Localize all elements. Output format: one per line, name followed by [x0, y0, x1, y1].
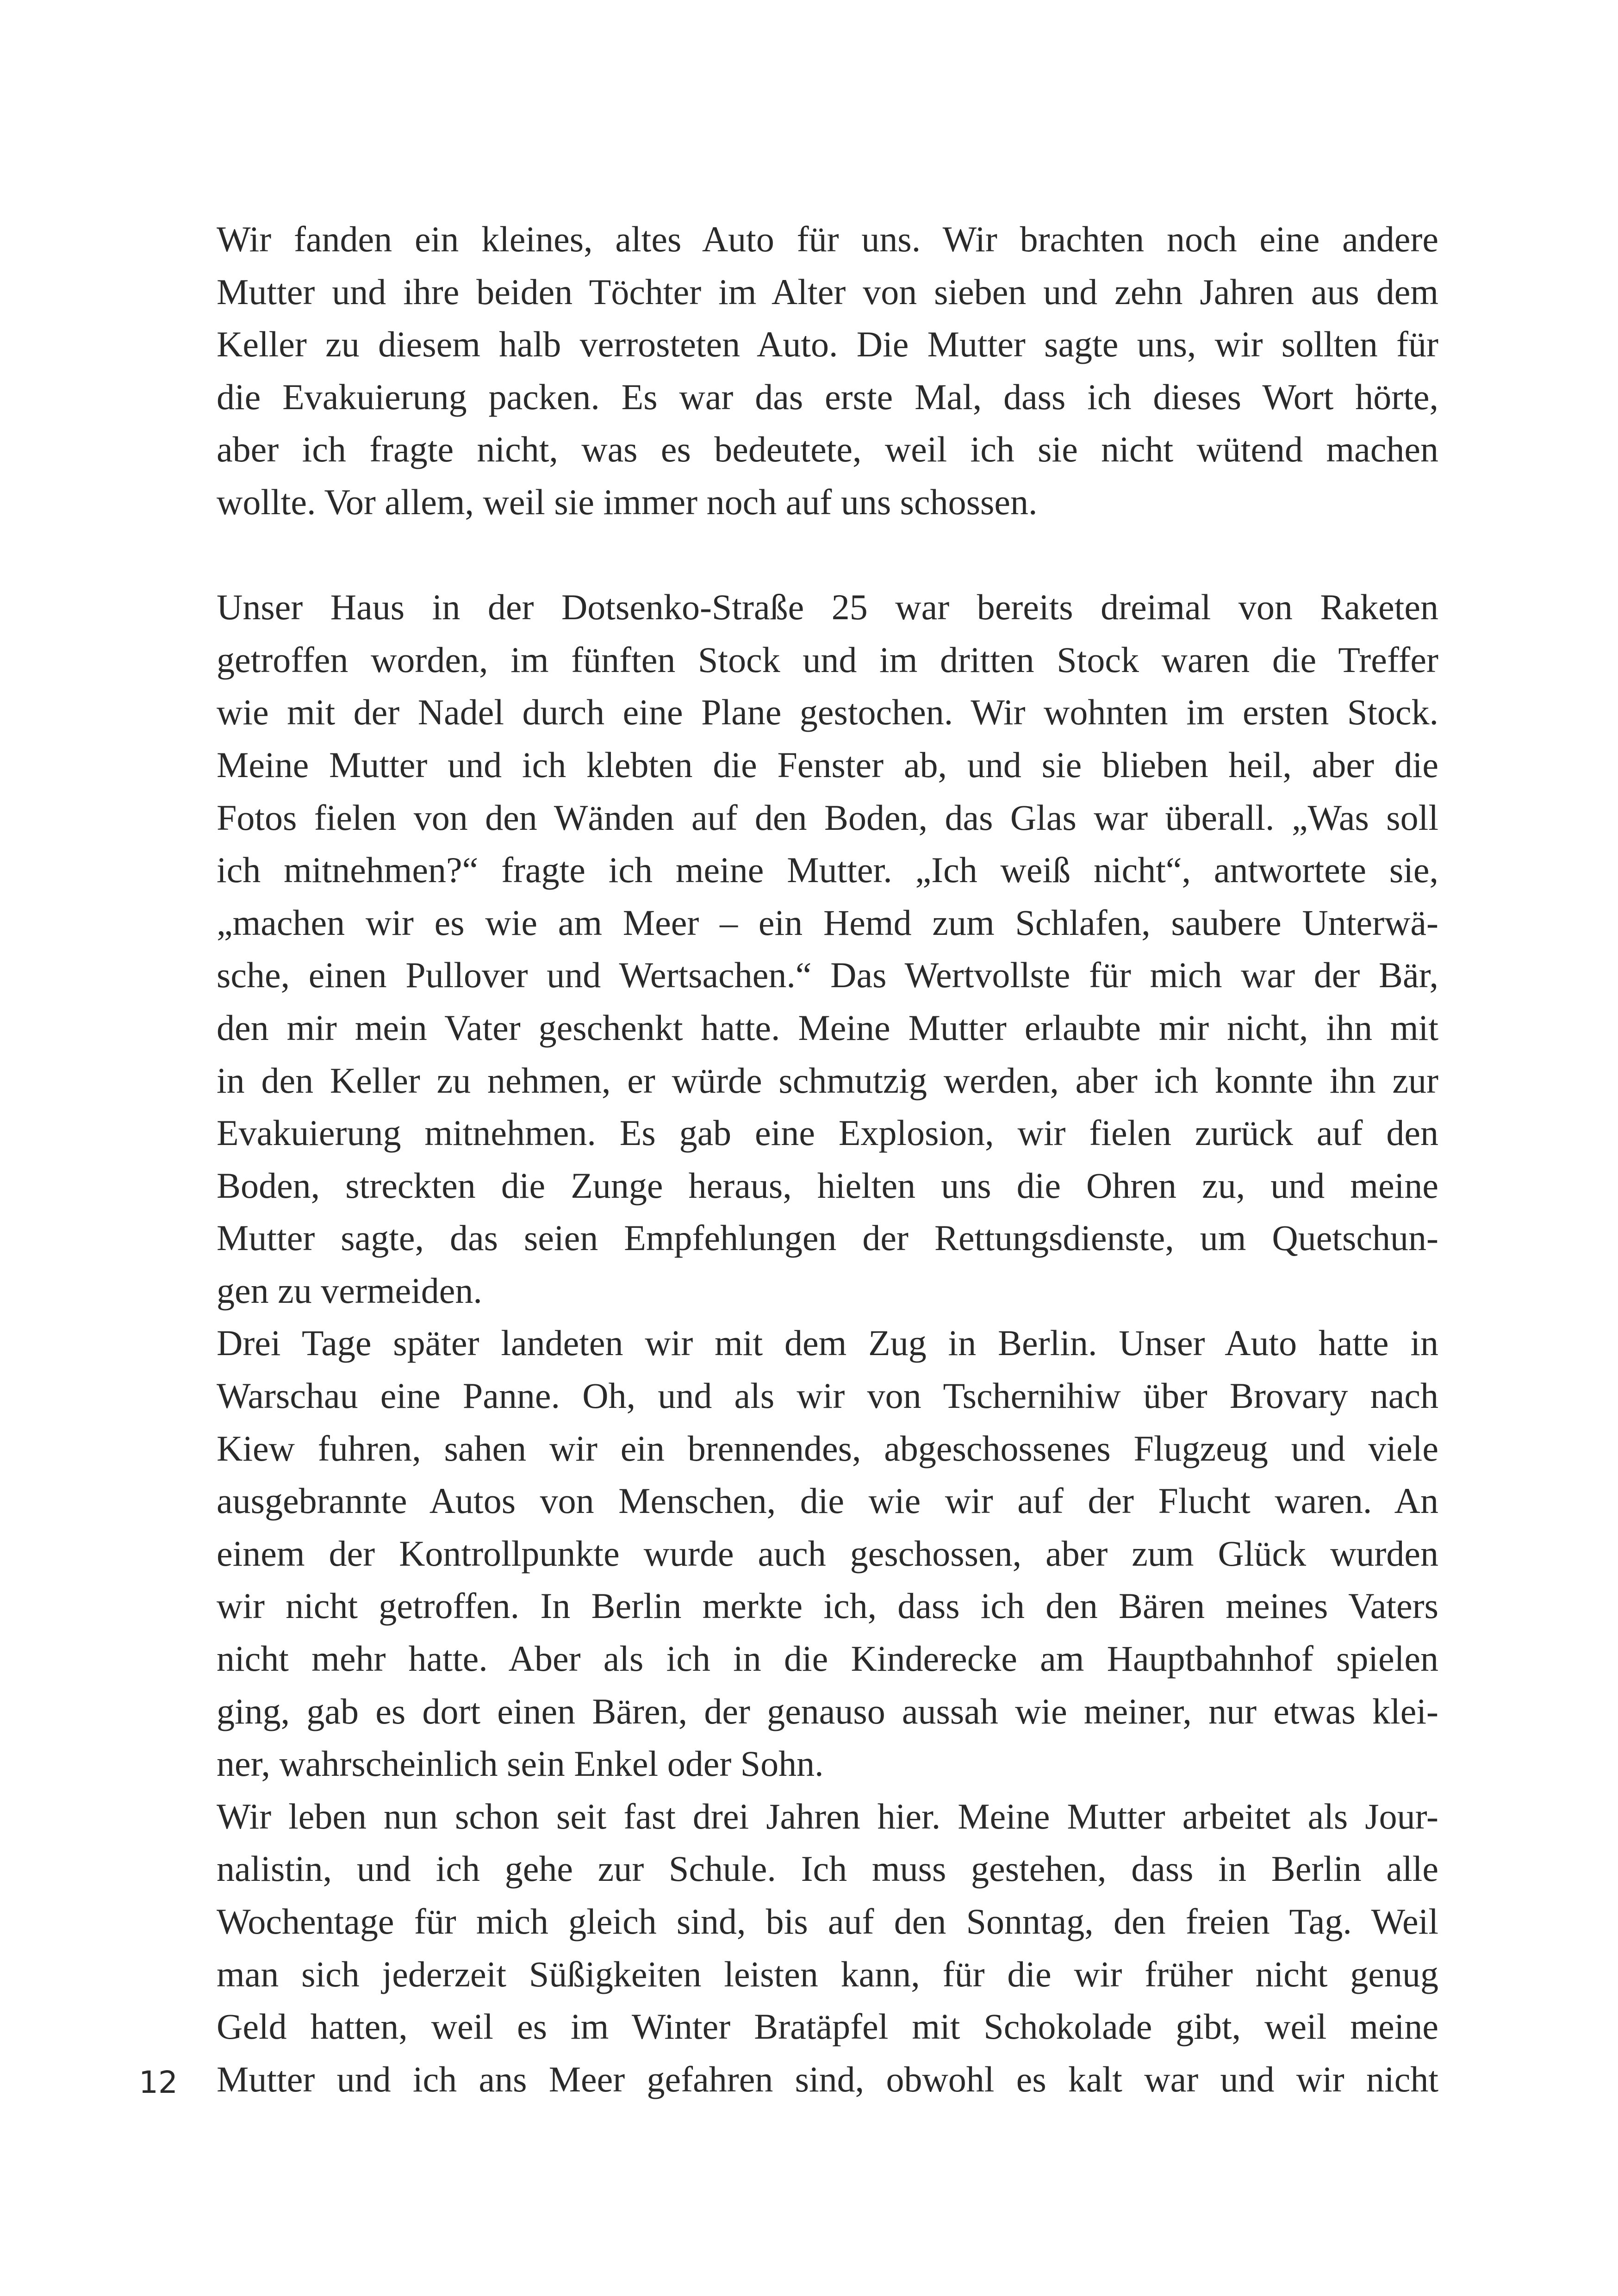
text-line: nalistin, und ich gehe zur Schule. Ich muss gestehen, dass in Berlin alle	[217, 1848, 1438, 1889]
paragraph-1	[217, 213, 1438, 529]
text-line: nicht mehr hatte. Aber als ich in die Kinderecke am Hauptbahnhof spielen	[217, 1638, 1438, 1679]
text-line: wollte. Vor allem, weil sie immer noch auf uns schossen.	[217, 481, 1038, 522]
text-line: in den Keller zu nehmen, er würde schmutzig werden, aber ich konnte ihn zur	[217, 1060, 1438, 1101]
text-line: Mutter sagte, das seien Empfehlungen der Rettungsdienste, um Quetschun-	[217, 1218, 1438, 1258]
text-line: Warschau eine Panne. Oh, und als wir von Tschernihiw über Brovary nach	[217, 1375, 1438, 1416]
text-line: aber ich fragte nicht, was es bedeutete, weil ich sie nicht wütend machen	[217, 429, 1438, 470]
text-line: einem der Kontrollpunkte wurde auch geschossen, aber zum Glück wurden	[217, 1533, 1438, 1574]
text-line: den mir mein Vater geschenkt hatte. Meine Mutter erlaubte mir nicht, ihn mit	[217, 1007, 1438, 1048]
text-line: ausgebrannte Autos von Menschen, die wie wir auf der Flucht waren. An	[217, 1481, 1438, 1521]
text-line: Evakuierung mitnehmen. Es gab eine Explosion, wir fielen zurück auf den	[217, 1113, 1438, 1153]
paragraph-2	[217, 581, 1438, 1317]
text-line: Fotos fielen von den Wänden auf den Boden, das Glas war überall. „Was soll	[217, 797, 1438, 838]
text-line: gen zu vermeiden.	[217, 1270, 482, 1311]
text-line: „machen wir es wie am Meer – ein Hemd zum Schlafen, saubere Unterwä-	[217, 902, 1438, 943]
text-line: ner, wahrscheinlich sein Enkel oder Sohn.	[217, 1743, 824, 1784]
text-line: ging, gab es dort einen Bären, der genauso aussah wie meiner, nur etwas klei-	[217, 1691, 1438, 1731]
text-line: Meine Mutter und ich klebten die Fenster ab, und sie blieben heil, aber die	[217, 744, 1438, 785]
text-line: Geld hatten, weil es im Winter Bratäpfel mit Schokolade gibt, weil meine	[217, 2006, 1438, 2047]
text-line: Mutter und ihre beiden Töchter im Alter von sieben und zehn Jahren aus dem	[217, 271, 1438, 312]
paragraph-3	[217, 1317, 1438, 1790]
text-line: man sich jederzeit Süßigkeiten leisten kann, für die wir früher nicht genug	[217, 1954, 1438, 1994]
text-line: die Evakuierung packen. Es war das erste Mal, dass ich dieses Wort hörte,	[217, 376, 1438, 417]
text-line: Mutter und ich ans Meer gefahren sind, obwohl es kalt war und wir nicht	[217, 2059, 1438, 2099]
paragraph-gap	[217, 529, 1438, 581]
paragraph-4	[217, 1790, 1438, 2106]
text-line: Wochentage für mich gleich sind, bis auf den Sonntag, den freien Tag. Weil	[217, 1901, 1438, 1941]
text-line: sche, einen Pullover und Wertsachen.“ Das Wertvollste für mich war der Bär,	[217, 955, 1438, 996]
body-text	[217, 213, 1438, 2105]
text-line: Drei Tage später landeten wir mit dem Zug in Berlin. Unser Auto hatte in	[217, 1323, 1438, 1363]
text-line: Keller zu diesem halb verrosteten Auto. Die Mutter sagte uns, wir sollten für	[217, 324, 1438, 365]
text-line: Wir fanden ein kleines, altes Auto für uns. Wir brachten noch eine andere	[217, 219, 1438, 259]
text-line: ich mitnehmen?“ fragte ich meine Mutter. „Ich weiß nicht“, antwortete sie,	[217, 850, 1438, 890]
text-line: getroffen worden, im fünften Stock und im dritten Stock waren die Treffer	[217, 639, 1438, 680]
text-line: Kiew fuhren, sahen wir ein brennendes, abgeschossenes Flugzeug und viele	[217, 1428, 1438, 1468]
text-line: wie mit der Nadel durch eine Plane gestochen. Wir wohnten im ersten Stock.	[217, 692, 1438, 733]
text-line: Boden, streckten die Zunge heraus, hielten uns die Ohren zu, und meine	[217, 1165, 1438, 1206]
text-line: wir nicht getroffen. In Berlin merkte ich, dass ich den Bären meines Vaters	[217, 1586, 1438, 1626]
page-number: 12	[139, 2065, 178, 2100]
text-line: Unser Haus in der Dotsenko-Straße 25 war bereits dreimal von Raketen	[217, 587, 1438, 628]
text-line: Wir leben nun schon seit fast drei Jahren hier. Meine Mutter arbeitet als Jour-	[217, 1796, 1438, 1836]
